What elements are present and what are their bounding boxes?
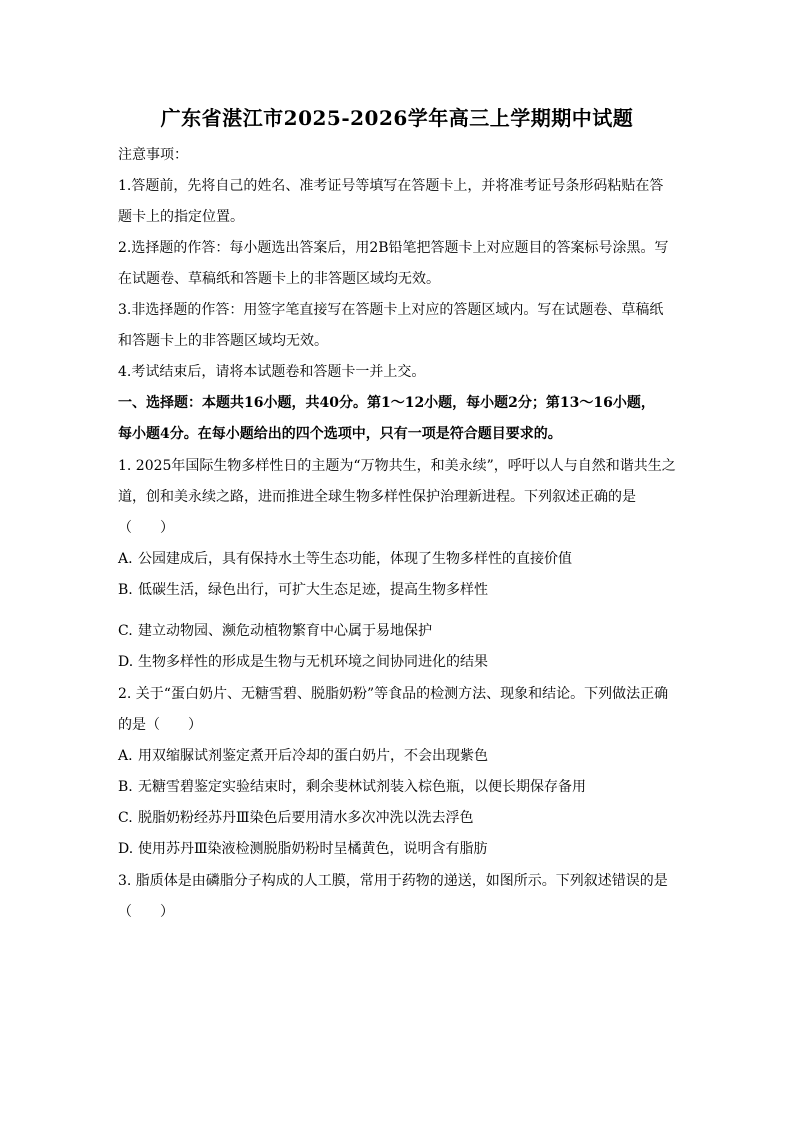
q1-option-c <box>118 621 678 641</box>
q2-option-a <box>118 746 678 766</box>
q2-option-b <box>118 777 678 797</box>
option-text: 生物多样性的形成是生物与无机环境之间协同进化的结果 <box>138 654 488 670</box>
section-heading-b: 每小题4分。在每小题给出的四个选项中，只有一项是符合题目要求的。 <box>118 426 562 442</box>
q2-option-c <box>118 808 678 828</box>
q2-option-d <box>118 839 678 859</box>
q1-stem-b: 道，创和美永续之路，进而推进全球生物多样性保护治理新进程。下列叙述正确的是 <box>118 489 636 505</box>
notice-line-4: 4.考试结束后，请将本试题卷和答题卡一并上交。 <box>118 364 426 380</box>
option-text: 脱脂奶粉经苏丹Ⅲ染色后要用清水多次冲洗以洗去浮色 <box>138 810 474 826</box>
page-title: 广东省湛江市2025-2026学年高三上学期期中试题 <box>160 106 634 130</box>
option-letter: D. <box>118 841 134 857</box>
option-text: 用双缩脲试剂鉴定煮开后冷却的蛋白奶片，不会出现紫色 <box>138 748 488 764</box>
q1-option-b <box>118 580 678 600</box>
notice-line-3a: 3.非选择题的作答：用签字笔直接写在答题卡上对应的答题区域内。写在试题卷、草稿纸 <box>118 302 664 318</box>
q1-option-d <box>118 652 678 672</box>
option-letter: C. <box>118 810 133 826</box>
q1-option-a <box>118 549 678 569</box>
option-text: 低碳生活，绿色出行，可扩大生态足迹，提高生物多样性 <box>138 582 488 598</box>
option-text: 建立动物园、濒危动植物繁育中心属于易地保护 <box>138 623 432 639</box>
notice-line-2b: 在试题卷、草稿纸和答题卡上的非答题区域均无效。 <box>118 271 440 287</box>
option-letter: D. <box>118 654 134 670</box>
q1-stem-a: 1. 2025年国际生物多样性日的主题为“万物共生，和美永续”，呼吁以人与自然和谐共生之 <box>118 458 676 474</box>
option-letter: A. <box>118 551 133 567</box>
option-text: 无糖雪碧鉴定实验结束时，剩余斐林试剂装入棕色瓶，以便长期保存备用 <box>138 779 586 795</box>
notice-line-1a: 1.答题前，先将自己的姓名、准考证号等填写在答题卡上，并将准考证号条形码粘贴在答 <box>118 178 664 194</box>
q3-stem-a: 3. 脂质体是由磷脂分子构成的人工膜，常用于药物的递送，如图所示。下列叙述错误的是 <box>118 873 668 889</box>
q2-stem-a: 2. 关于“蛋白奶片、无糖雪碧、脱脂奶粉”等食品的检测方法、现象和结论。下列做法正确 <box>118 686 669 702</box>
option-letter: C. <box>118 623 133 639</box>
q2-stem-b: 的是（ ） <box>118 717 202 733</box>
option-text: 使用苏丹Ⅲ染液检测脱脂奶粉时呈橘黄色，说明含有脂肪 <box>138 841 488 857</box>
q3-answer-blank: （ ） <box>118 904 174 920</box>
notice-line-1b: 题卡上的指定位置。 <box>118 209 244 225</box>
notice-line-2a: 2.选择题的作答：每小题选出答案后，用2B铅笔把答题卡上对应题目的答案标号涂黑。写 <box>118 240 669 256</box>
option-text: 公园建成后，具有保持水土等生态功能，体现了生物多样性的直接价值 <box>138 551 572 567</box>
section-heading-a: 一、选择题：本题共16小题，共40分。第1～12小题，每小题2分；第13～16小题， <box>118 395 655 411</box>
notice-line-3b: 和答题卡上的非答题区域均无效。 <box>118 333 328 349</box>
option-letter: B. <box>118 779 133 795</box>
notice-heading: 注意事项： <box>118 147 188 163</box>
option-letter: A. <box>118 748 133 764</box>
q1-answer-blank: （ ） <box>118 520 174 536</box>
option-letter: B. <box>118 582 133 598</box>
